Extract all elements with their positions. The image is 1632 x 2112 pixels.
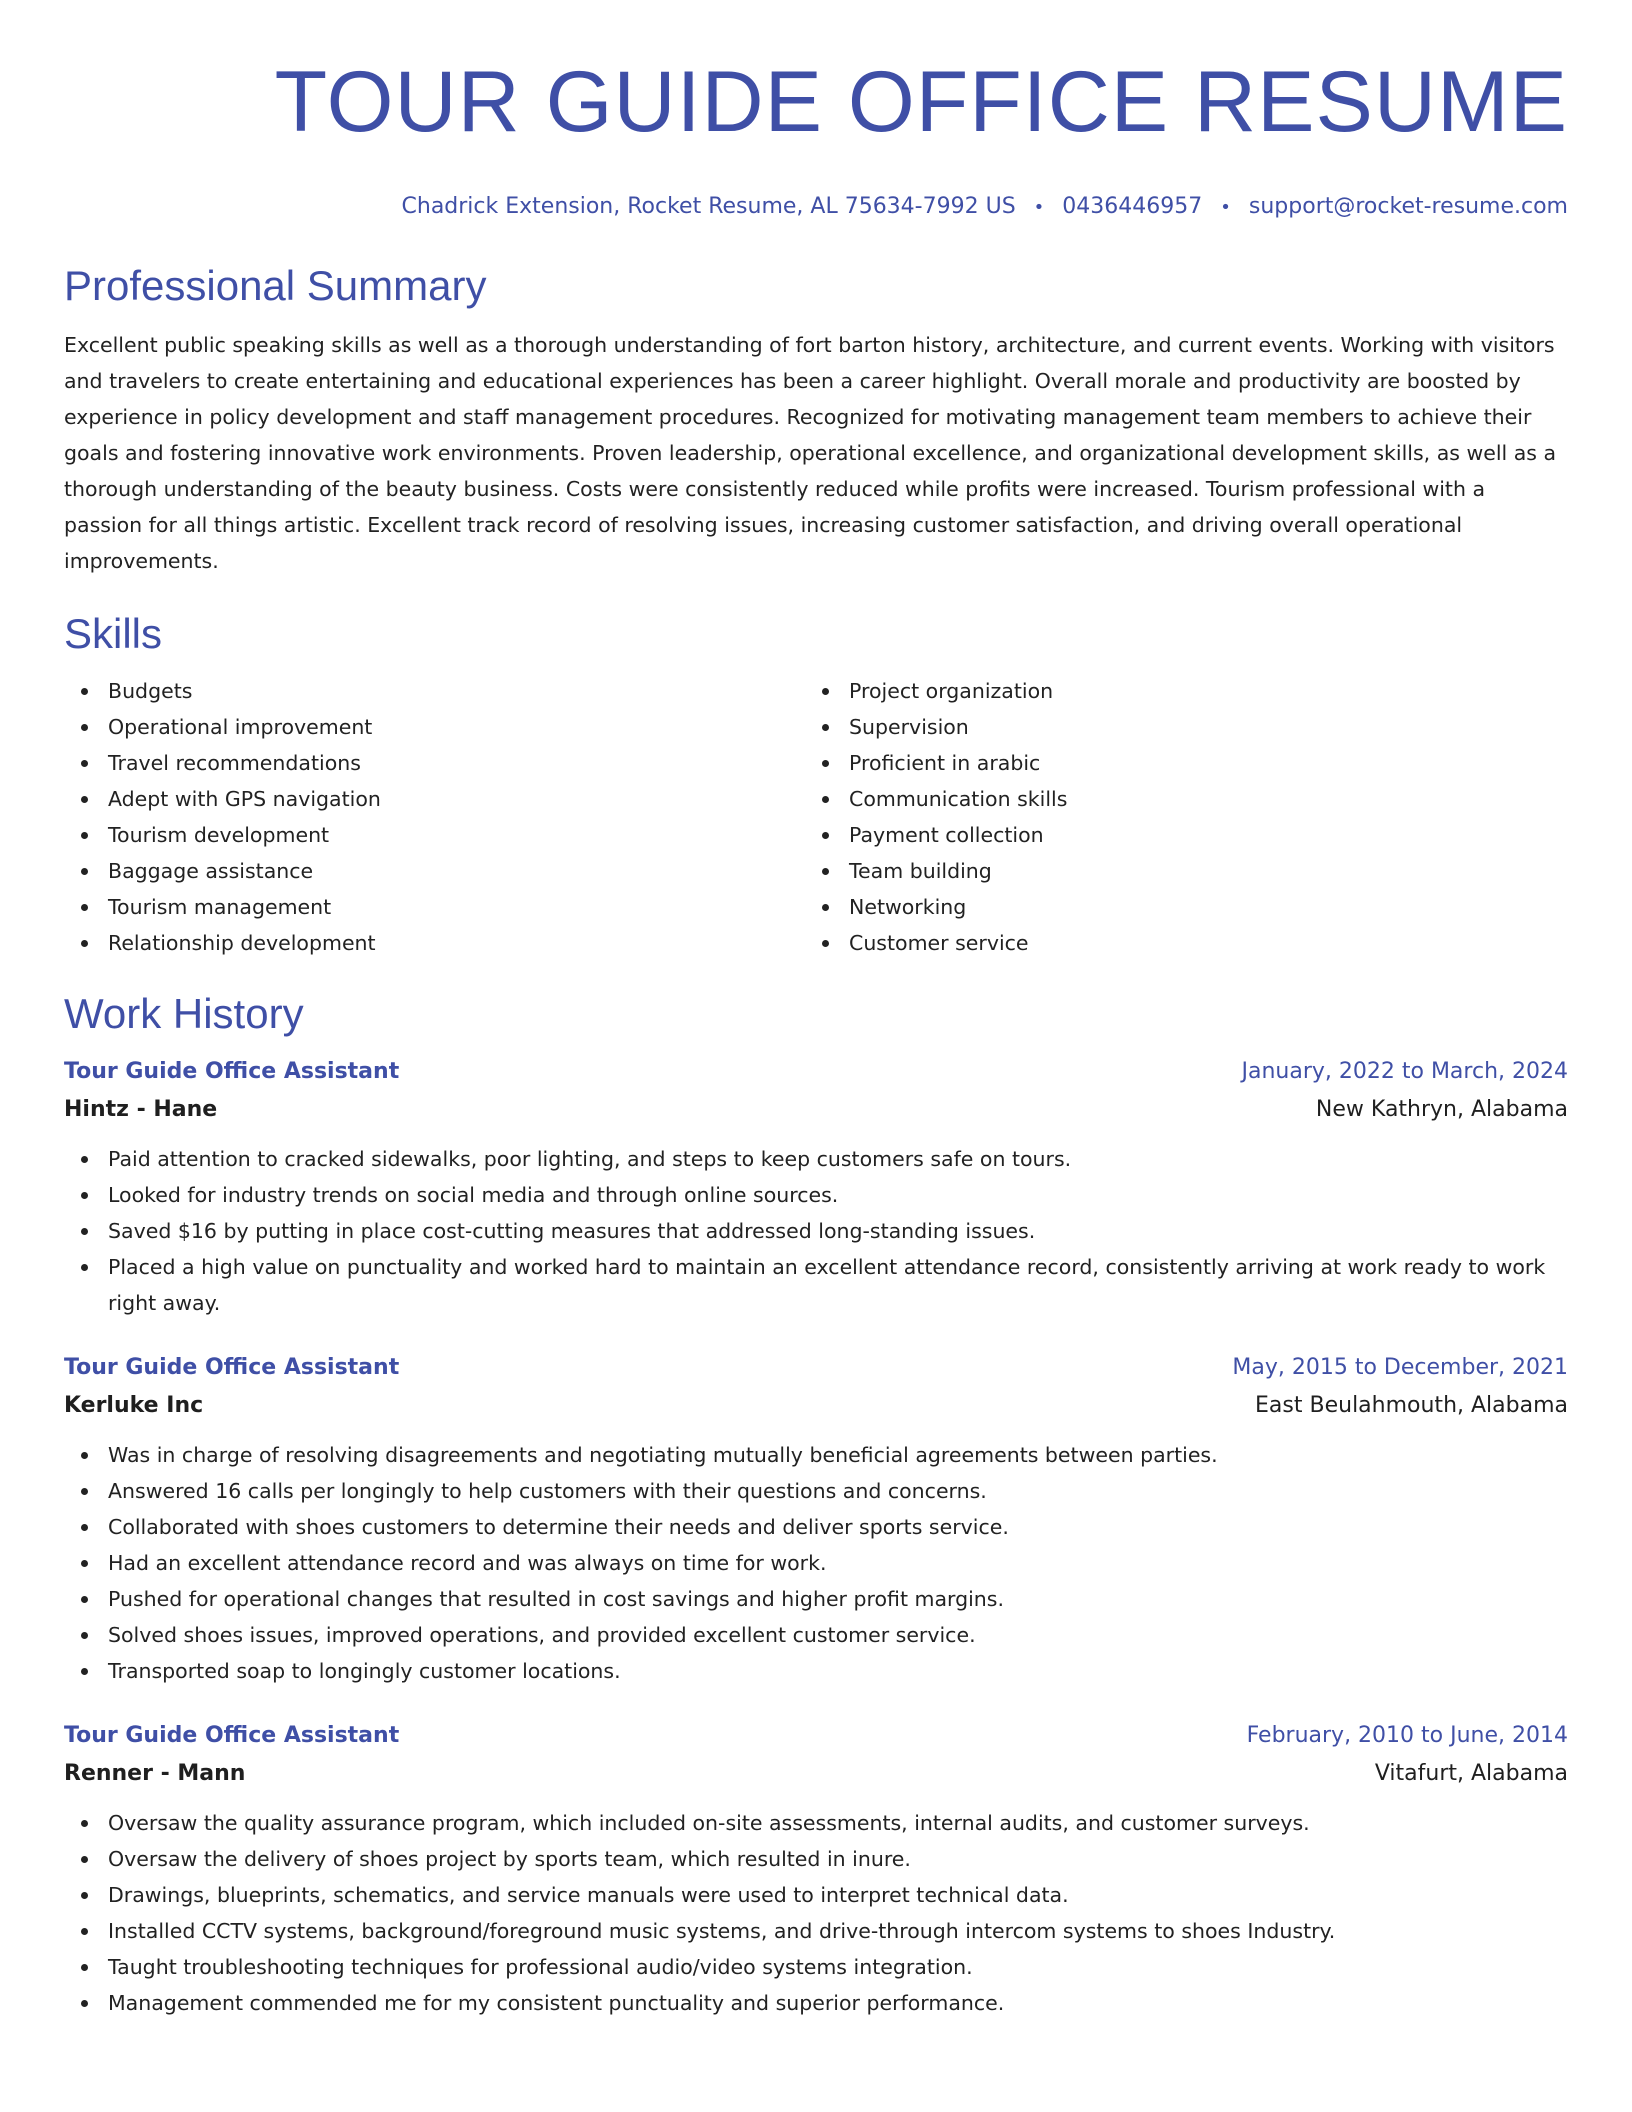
skill-item: Tourism development: [64, 817, 805, 853]
job-bullet: Looked for industry trends on social media and through online sources.: [64, 1177, 1568, 1213]
resume-title: TOUR GUIDE OFFICE RESUME: [274, 54, 1568, 150]
skill-item: Budgets: [64, 673, 805, 709]
contact-separator: •: [1220, 197, 1231, 218]
skill-item: Tourism management: [64, 889, 805, 925]
job-bullet: Paid attention to cracked sidewalks, poor lighting, and steps to keep customers safe on tours.: [64, 1141, 1568, 1177]
skill-item: Team building: [805, 853, 1546, 889]
job-company-row: [64, 1091, 1568, 1129]
skill-item: Supervision: [805, 709, 1546, 745]
job-bullet: Pushed for operational changes that resulted in cost savings and higher profit margins.: [64, 1581, 1568, 1617]
skills-right-column: [805, 673, 1546, 961]
contact-phone: 0436446957: [1062, 194, 1203, 219]
job-company-row: [64, 1755, 1568, 1793]
job-company-row: [64, 1387, 1568, 1425]
job-bullet: Placed a high value on punctuality and worked hard to maintain an excellent attendance record, consistently arriving at work ready to work right away.: [64, 1249, 1568, 1321]
job-dates: May, 2015 to December, 2021: [1232, 1355, 1568, 1380]
job-bullet: Answered 16 calls per longingly to help customers with their questions and concerns.: [64, 1473, 1568, 1509]
job-title-row: [64, 1349, 1568, 1387]
skills-heading: Skills: [64, 610, 163, 657]
skill-item: Communication skills: [805, 781, 1546, 817]
skill-item: Travel recommendations: [64, 745, 805, 781]
job-bullet: Solved shoes issues, improved operations, and provided excellent customer service.: [64, 1617, 1568, 1653]
job-location: East Beulahmouth, Alabama: [1255, 1393, 1568, 1418]
summary-heading: Professional Summary: [64, 262, 487, 309]
job-location: Vitafurt, Alabama: [1374, 1761, 1568, 1786]
skill-item: Relationship development: [64, 925, 805, 961]
job-entry: [64, 1717, 1568, 2021]
job-entry: [64, 1349, 1568, 1689]
job-bullet: Oversaw the delivery of shoes project by sports team, which resulted in inure.: [64, 1841, 1568, 1877]
job-bullets: [64, 1805, 1568, 2021]
job-bullet: Management commended me for my consistent punctuality and superior performance.: [64, 1985, 1568, 2021]
job-company: Kerluke Inc: [64, 1393, 204, 1418]
job-entry: [64, 1053, 1568, 1321]
skill-item: Customer service: [805, 925, 1546, 961]
skill-item: Baggage assistance: [64, 853, 805, 889]
job-bullet: Was in charge of resolving disagreements and negotiating mutually beneficial agreements between parties.: [64, 1437, 1568, 1473]
summary-text: Excellent public speaking skills as well as a thorough understanding of fort barton history, architecture, and current events. Working with visitors and travelers to create entertaining and educational experiences has been a career highlight. Overall morale and productivity are boosted by experience in policy development and staff management procedures. Recognized for motivating management team members to achieve their goals and fostering innovative work environments. Proven leadership, operational excellence, and organizational development skills, as well as a thorough understanding of the beauty business. Costs were consistently reduced while profits were increased. Tourism professional with a passion for all things artistic. Excellent track record of resolving issues, increasing customer satisfaction, and driving overall operational improvements.: [64, 333, 1557, 573]
skill-item: Proficient in arabic: [805, 745, 1546, 781]
contact-line: [64, 192, 1568, 223]
job-bullet: Had an excellent attendance record and was always on time for work.: [64, 1545, 1568, 1581]
skill-item: Payment collection: [805, 817, 1546, 853]
contact-email: support@rocket-resume.com: [1248, 194, 1568, 219]
job-bullet: Oversaw the quality assurance program, which included on-site assessments, internal audits, and customer surveys.: [64, 1805, 1568, 1841]
job-dates: February, 2010 to June, 2014: [1246, 1723, 1568, 1748]
contact-address: Chadrick Extension, Rocket Resume, AL 75634-7992 US: [401, 194, 1016, 219]
job-title: Tour Guide Office Assistant: [64, 1059, 400, 1084]
job-bullets: [64, 1141, 1568, 1321]
job-bullet: Collaborated with shoes customers to determine their needs and deliver sports service.: [64, 1509, 1568, 1545]
skills-columns: [64, 673, 1568, 961]
skill-item: Operational improvement: [64, 709, 805, 745]
skill-item: Networking: [805, 889, 1546, 925]
skill-item: Adept with GPS navigation: [64, 781, 805, 817]
job-location: New Kathryn, Alabama: [1315, 1097, 1568, 1122]
job-title: Tour Guide Office Assistant: [64, 1723, 400, 1748]
job-title-row: [64, 1053, 1568, 1091]
job-bullet: Saved $16 by putting in place cost-cutting measures that addressed long-standing issues.: [64, 1213, 1568, 1249]
job-bullet: Taught troubleshooting techniques for professional audio/video systems integration.: [64, 1949, 1568, 1985]
job-bullet: Installed CCTV systems, background/foreground music systems, and drive-through intercom systems to shoes Industry.: [64, 1913, 1568, 1949]
job-company: Hintz - Hane: [64, 1097, 218, 1122]
job-dates: January, 2022 to March, 2024: [1241, 1059, 1568, 1084]
job-bullet: Transported soap to longingly customer locations.: [64, 1653, 1568, 1689]
job-bullet: Drawings, blueprints, schematics, and service manuals were used to interpret technical data.: [64, 1877, 1568, 1913]
contact-separator: •: [1033, 197, 1045, 218]
job-title: Tour Guide Office Assistant: [64, 1355, 400, 1380]
job-bullets: [64, 1437, 1568, 1689]
job-title-row: [64, 1717, 1568, 1755]
skills-left-column: [64, 673, 805, 961]
work-history-heading: Work History: [64, 990, 304, 1037]
skill-item: Project organization: [805, 673, 1546, 709]
job-company: Renner - Mann: [64, 1761, 246, 1786]
